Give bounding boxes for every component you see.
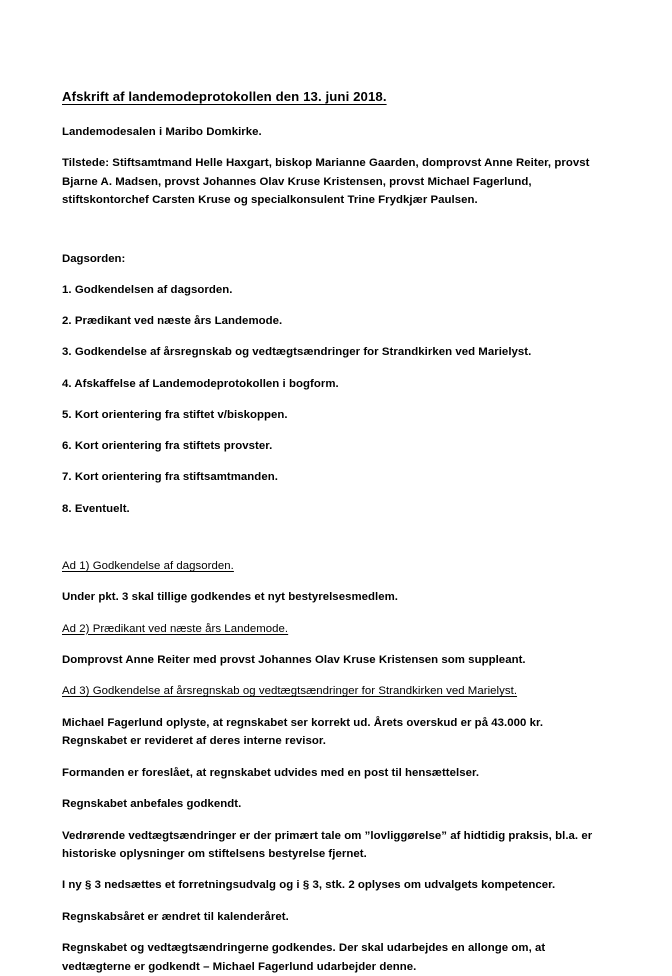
section-paragraph: Vedrørende vedtægtsændringer er der primært tale om ”lovliggørelse” af hidtidig praksis, bl.a. er historiske oplysninger om stiftelsens bestyrelse fjernet. — [62, 829, 593, 860]
spacer-before-sections — [62, 531, 610, 557]
section-ad-2 — [62, 620, 610, 670]
agenda-item: 5. Kort orientering fra stiftet v/biskoppen. — [62, 408, 288, 421]
section-paragraph: Domprovst Anne Reiter med provst Johannes Olav Kruse Kristensen som suppleant. — [62, 653, 526, 666]
section-paragraph: I ny § 3 nedsættes et forretningsudvalg og i § 3, stk. 2 oplyses om udvalgets kompetencer. — [62, 879, 556, 892]
section-paragraph: Michael Fagerlund oplyste, at regnskabet ser korrekt ud. Årets overskud er på 43.000 kr. Regnskabet er revideret af deres interne revisor. — [62, 716, 544, 748]
section-heading: Ad 1) Godkendelse af dagsorden. — [62, 559, 234, 572]
section-heading: Ad 3) Godkendelse af årsregnskab og vedtægtsændringer for Strandkirken ved Marielyst. — [62, 685, 518, 698]
section-paragraph: Regnskabsåret er ændret til kalenderåret. — [62, 910, 289, 923]
spacer-before-agenda — [62, 223, 610, 250]
agenda-item: 4. Afskaffelse af Landemodeprotokollen i bogform. — [62, 377, 339, 390]
agenda-item: 6. Kort orientering fra stiftets provster. — [62, 440, 273, 453]
attendees-paragraph: Tilstede: Stiftsamtmand Helle Haxgart, biskop Marianne Gaarden, domprovst Anne Reiter, provst Bjarne A. Madsen, provst Johannes Olav Kruse Kristensen, provst Michael Fagerlund, stiftskontorchef Carsten Kruse og specialkonsulent Trine Frydkjær Paulsen. — [62, 157, 590, 207]
section-paragraph: Formanden er foreslået, at regnskabet udvides med en post til hensættelser. — [62, 766, 480, 779]
agenda-item: 7. Kort orientering fra stiftsamtmanden. — [62, 471, 278, 484]
section-ad-1 — [62, 557, 610, 607]
section-paragraph: Regnskabet og vedtægtsændringerne godkendes. Der skal udarbejdes en allonge om, at vedtægterne er godkendt – Michael Fagerlund udarbejder denne. — [62, 942, 546, 973]
section-paragraph: Regnskabet anbefales godkendt. — [62, 798, 242, 811]
document-title: Afskrift af landemodeprotokollen den 13. juni 2018. — [62, 89, 387, 104]
section-paragraph: Under pkt. 3 skal tillige godkendes et nyt bestyrelsesmedlem. — [62, 591, 399, 604]
agenda-item: 1. Godkendelsen af dagsorden. — [62, 283, 233, 296]
section-ad-3 — [62, 682, 610, 976]
agenda-list — [62, 281, 610, 518]
document-body — [62, 88, 610, 976]
section-heading: Ad 2) Prædikant ved næste års Landemode. — [62, 622, 289, 635]
agenda-item: 2. Prædikant ved næste års Landemode. — [62, 315, 283, 328]
agenda-item: 3. Godkendelse af årsregnskab og vedtægtsændringer for Strandkirken ved Marielyst. — [62, 346, 532, 359]
meeting-location-line: Landemodesalen i Maribo Domkirke. — [62, 125, 262, 138]
agenda-item: 8. Eventuelt. — [62, 502, 130, 515]
agenda-label: Dagsorden: — [62, 252, 126, 265]
